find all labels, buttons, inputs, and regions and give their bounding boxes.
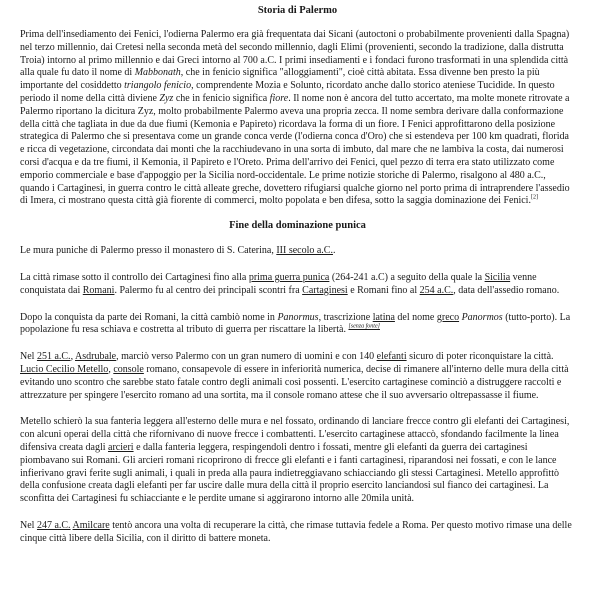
link-amilcare[interactable]: Amilcare bbox=[72, 519, 110, 531]
section-heading: Fine della dominazione punica bbox=[229, 220, 366, 232]
link-lucio-cecilio-metello[interactable]: Lucio Cecilio Metello bbox=[20, 363, 109, 375]
link-cartaginesi[interactable]: Cartaginesi bbox=[302, 284, 348, 296]
mabbonath-term: Mabbonath bbox=[134, 67, 181, 79]
paragraph-metello: Metello schierò la sua fanteria leggera all'esterno delle mura e nel fossato, ordinando di lanciare frecce contro gli elefanti dei Cartaginesi, con alcuni operai della città che rifornivano di nuove frecce i combattenti. L'esercito cartaginese attaccò, sfondando facilmente la linea difensiva creata dagli arcieri e dalla fanteria leggera, respingendoli dentro i fossati, mentre gli elefanti da guerra dei cartaginesi piombavano sui Romani. Gli arcieri romani ricoprirono di frecce gli elefanti e i fanti cartaginesi, riparandosi nei fossati, e con le lance infierivano gravi ferite sugli animali, i quali in preda alla paura indietreggiavano schiacciando gli stessi Cartaginesi. Metello approfittò della confusione creata dagli elefanti per far uscire dalle mura della città il proprio esercito lanciandosi sul fianco dei cartaginesi. La sconfitta dei Cartaginesi fu schiacciante e le perdite umane si aggirarono intorno alle 20mila unità. bbox=[20, 416, 570, 505]
link-greco[interactable]: greco bbox=[436, 311, 460, 323]
intro-text: , comprendente Mozia e Solunto, ricordato anche dallo storico ateniese Tucidide. In questo periodo il nome della città diviene bbox=[20, 80, 555, 104]
fiore-term: fiore bbox=[269, 92, 289, 104]
link-sicilia[interactable]: Sicilia bbox=[484, 271, 511, 283]
link-console[interactable]: console bbox=[113, 363, 144, 375]
link-251-bc[interactable]: 251 a.C. bbox=[36, 351, 71, 363]
triangolo-term: triangolo fenicio bbox=[124, 80, 192, 92]
walls-caption: Le mura puniche di Palermo presso il monastero di S. Caterina, III secolo a.C.. bbox=[20, 245, 336, 257]
link-third-century[interactable]: III secolo a.C. bbox=[276, 245, 333, 257]
intro-text: che in fenicio significa bbox=[173, 92, 270, 104]
link-254-bc[interactable]: 254 a.C. bbox=[419, 284, 454, 296]
intro-text: Prima dell'insediamento dei Fenici, l'odierna Palermo era già frequentata dai Sicani (autoctoni o probabilmente provenienti dalla Spagna) nel terzo millennio, dai Cretesi nella seconda metà del secondo millennio, dagli Elimi (provenienti, secondo la tradizione, dalla distrutta Troia) intorno al primo millennio e dai Greci intorno al 700 a.C. I primi insediamenti e i fondaci furono trasformati in una splendida città alla quale fu dato il nome di bbox=[20, 29, 570, 79]
paragraph-amilcare: Nel 247 a.C. Amilcare tentò ancora una volta di recuperare la città, che rimase tuttavia fedele a Roma. Per questo motivo rimase una delle cinque città libere della Sicilia, con il diritto di battere moneta. bbox=[20, 519, 572, 544]
paragraph-asdrubale: Nel 251 a.C., Asdrubale, marciò verso Palermo con un gran numero di uomini e con 140 elefanti sicuro di poter riconquistare la città. Lucio Cecilio Metello, console romano, consapevole di essere in inferiorità numerica, decise di rimanere all'interno delle mura della città evitando uno scontro che sarebbe stato fatale contro degli animali così possenti. L'esercito cartaginese cominciò a distruggere raccolti e attrezzature per spingere l'esercito romano ad una sortita, ma il console romano attese che il suo avversario oltrepassasse il fiume. bbox=[20, 351, 569, 401]
link-latina[interactable]: latina bbox=[372, 311, 395, 323]
reference-link[interactable]: [2] bbox=[530, 195, 538, 202]
link-247-bc[interactable]: 247 a.C. bbox=[36, 519, 71, 531]
panormus-term: Panormus bbox=[277, 311, 319, 323]
link-romani[interactable]: Romani bbox=[82, 284, 115, 296]
panormos-term: Panormos bbox=[461, 311, 503, 323]
intro-text: , che in fenicio significa "alloggiamenti", cioè città abitata. Essa divenne ben presto la più importante del cosiddetto bbox=[20, 67, 540, 92]
link-arcieri[interactable]: arcieri bbox=[108, 441, 134, 453]
intro-paragraph bbox=[20, 29, 575, 208]
intro-text: . Il nome non è ancora del tutto accertato, ma molte monete ritrovate a Palermo riportano la dicitura Zyz, molto probabilmente Palermo aveva una propria zecca. Il nome sembra derivare dalla conformazione della città che tagliata in due da due fiumi (Kemonia e Papireto) ricordava la forma di un fiore. I Fenici approfittarono della posizione strategica di Palermo che si presentava come un grande conca verde (l'odierna conca d'Oro) che si estendeva per 100 km quadrati, florida e ricca di vegetazione, circondata dai monti che la racchiudevano in una sorta di imbuto, dal mare che ne lambiva la costa, dai numerosi corsi d'acqua e da tre fiumi, il Kemonia, il Papireto e l'Oreto. Prima dell'arrivo dei Fenici, quel pezzo di terra era stato utilizzato come emporio commerciale e base d'appoggio per la Sicilia nord-occidentale. Le prime notizie storiche di Palermo, risalgono al 480 a.C., quando i Cartaginesi, in guerra contro le città alleate greche, dovettero rifugiarsi qualche giorno nel porto prima di intraprendere l'assedio di Imera, ci mostrano questa città già fiorente di commerci, molto popolata e ben difesa, sotto la saggia dominazione dei Fenici. bbox=[20, 92, 570, 207]
citation-needed-link[interactable]: [senza fonte] bbox=[348, 324, 380, 331]
paragraph-panormus: Dopo la conquista da parte dei Romani, la città cambiò nome in Panormus, trascrizione latina del nome greco Panormos (tutto-porto). La popolazione fu resa schiava e costretta al tributo di guerra per riscattare la libertà. [senza fonte] bbox=[20, 311, 571, 336]
link-asdrubale[interactable]: Asdrubale bbox=[75, 351, 117, 363]
zyz-term: Zyz bbox=[159, 92, 174, 104]
paragraph-first-punic-war: La città rimase sotto il controllo dei Cartaginesi fino alla prima guerra punica (264-241 a.C) a seguito della quale la Sicilia venne conquistata dai Romani. Palermo fu al centro dei principali scontri fra Cartaginesi e Romani fino al 254 a.C., data dell'assedio romano. bbox=[20, 271, 560, 296]
page-title: Storia di Palermo bbox=[257, 5, 338, 16]
link-elefanti[interactable]: elefanti bbox=[376, 351, 407, 363]
link-prima-guerra-punica[interactable]: prima guerra punica bbox=[248, 271, 330, 283]
